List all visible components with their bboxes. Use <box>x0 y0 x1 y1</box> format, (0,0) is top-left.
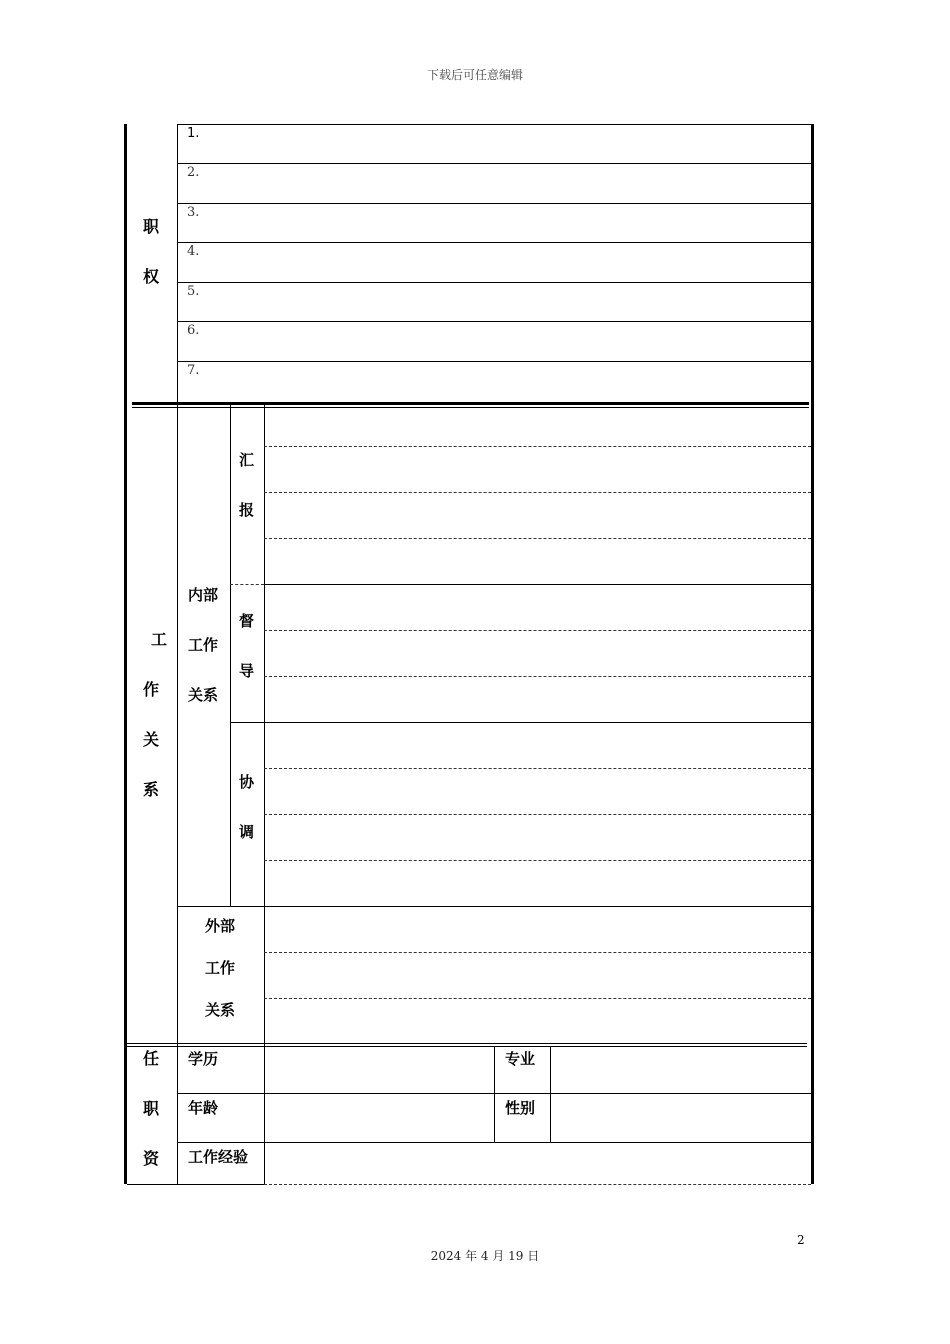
section-separator <box>132 402 809 405</box>
report-line <box>264 538 811 539</box>
authority-label-char: 权 <box>143 267 160 286</box>
work-relations-label-char: 系 <box>143 780 160 799</box>
qualifications-label-char: 任 <box>143 1049 160 1068</box>
external-line <box>264 952 811 953</box>
internal-label-line: 工作 <box>188 636 219 654</box>
internal-content-divider <box>264 405 265 1046</box>
internal-label-line: 关系 <box>188 686 219 704</box>
authority-item-number: 2. <box>187 165 200 180</box>
external-label-line: 工作 <box>205 959 236 977</box>
authority-item-number: 5. <box>187 284 200 299</box>
coordinate-line <box>264 814 811 815</box>
table-right-border <box>811 124 814 1184</box>
experience-label: 工作经验 <box>188 1148 249 1166</box>
authority-label-char: 职 <box>143 217 160 236</box>
authority-row-line <box>177 242 812 243</box>
qualifications-column-divider <box>494 1046 495 1142</box>
authority-row-line <box>177 321 812 322</box>
age-label: 年龄 <box>188 1099 219 1117</box>
table-bottom-border-dashed <box>264 1184 811 1185</box>
external-label-line: 关系 <box>205 1001 236 1019</box>
work-relations-label-char: 工 <box>151 630 168 649</box>
authority-item-number: 1. <box>187 126 200 141</box>
authority-row-line <box>177 282 812 283</box>
page-number: 2 <box>797 1233 805 1247</box>
report-label-char: 汇 <box>239 451 255 469</box>
qualifications-label-char: 资 <box>143 1149 160 1168</box>
work-relations-label-char: 关 <box>143 730 160 749</box>
supervise-line <box>264 676 811 677</box>
authority-row-line <box>177 361 812 362</box>
qualifications-column-divider <box>550 1046 551 1142</box>
qualifications-label-char: 职 <box>143 1099 160 1118</box>
coordinate-label-char: 调 <box>239 823 255 841</box>
supervise-block-divider <box>230 722 811 723</box>
qualifications-column-divider <box>264 1046 265 1184</box>
authority-item-number: 6. <box>187 323 200 338</box>
coordinate-line <box>264 860 811 861</box>
qualifications-separator <box>127 1046 807 1047</box>
qualifications-row-line <box>177 1142 812 1143</box>
table-left-border <box>124 124 127 1184</box>
internal-label-line: 内部 <box>188 586 219 604</box>
major-label: 专业 <box>505 1050 536 1068</box>
authority-item-number: 3. <box>187 205 200 220</box>
section-separator-thin <box>132 407 809 408</box>
supervise-line <box>264 630 811 631</box>
table-label-column-divider <box>177 124 178 1184</box>
report-label-char: 报 <box>239 501 255 519</box>
education-label: 学历 <box>188 1050 219 1068</box>
qualifications-row-line <box>177 1093 812 1094</box>
gender-label: 性别 <box>505 1099 536 1117</box>
authority-row-line <box>177 163 812 164</box>
supervise-label-char: 导 <box>239 662 255 680</box>
footer-date: 2024 年 4 月 19 日 <box>430 1249 540 1263</box>
external-label-line: 外部 <box>205 917 236 935</box>
authority-item-number: 7. <box>187 363 200 378</box>
header-note: 下载后可任意编辑 <box>426 68 523 82</box>
authority-row-line <box>177 203 812 204</box>
authority-item-number: 4. <box>187 244 200 259</box>
authority-top-border <box>177 124 812 125</box>
qualifications-separator <box>127 1043 807 1044</box>
internal-external-divider <box>177 906 812 907</box>
report-line <box>264 446 811 447</box>
report-block-divider <box>264 584 811 585</box>
supervise-label-char: 督 <box>239 612 255 630</box>
coordinate-label-char: 协 <box>239 773 255 791</box>
external-line <box>264 998 811 999</box>
report-line <box>264 492 811 493</box>
table-bottom-border <box>127 1184 264 1185</box>
work-relations-label-char: 作 <box>143 680 160 699</box>
coordinate-line <box>264 768 811 769</box>
report-block-divider <box>230 584 264 585</box>
internal-subcolumn-divider <box>230 405 231 906</box>
